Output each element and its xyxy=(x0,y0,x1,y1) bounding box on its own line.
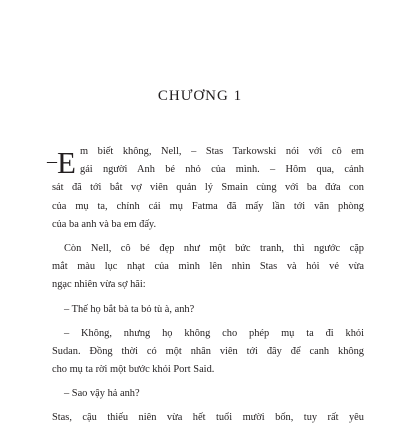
text-line: – Không, nhưng họ không cho phép mụ ta đi khỏi xyxy=(64,327,364,339)
text-line: mắt màu lục nhạt của mình lên nhìn Stas và hỏi vẻ vừa xyxy=(52,261,364,273)
text-line: Sudan. Đồng thời có một nhân viên tới đây để canh không xyxy=(52,345,364,357)
text-line: – Sao vậy hả anh? xyxy=(64,388,140,400)
text-line: – Thế họ bắt bà ta bỏ tù à, anh? xyxy=(64,303,195,315)
text-line: cho mụ ta rời một bước khỏi Port Said. xyxy=(52,364,215,376)
text-line: Còn Nell, cô bé đẹp như một bức tranh, thì ngước cặp xyxy=(64,242,364,254)
text-line: ngạc nhiên vừa sợ hãi: xyxy=(52,279,146,291)
text-line: gái người Anh bé nhỏ của mình. – Hôm qua, cảnh xyxy=(80,164,364,176)
text-line: m biết không, Nell, – Stas Tarkowski nói với cô em xyxy=(80,146,364,157)
text-line: của ba anh và ba em đấy. xyxy=(52,218,157,230)
drop-cap xyxy=(47,147,76,183)
text-line: sát đã tới bắt vợ viên quản lý Smain cùng với ba đứa con xyxy=(52,182,364,194)
chapter-title: CHƯƠNG 1 xyxy=(157,88,243,104)
text-line: Stas, cậu thiếu niên vừa hết tuổi mười bốn, tuy rất yêu xyxy=(52,412,364,424)
drop-cap-dash: – xyxy=(47,150,57,172)
body-text xyxy=(47,143,364,428)
drop-cap-letter: E xyxy=(57,145,76,180)
text-line: của mụ ta, chính cái mụ Fatma đã mấy lần tới văn phòng xyxy=(52,200,364,212)
